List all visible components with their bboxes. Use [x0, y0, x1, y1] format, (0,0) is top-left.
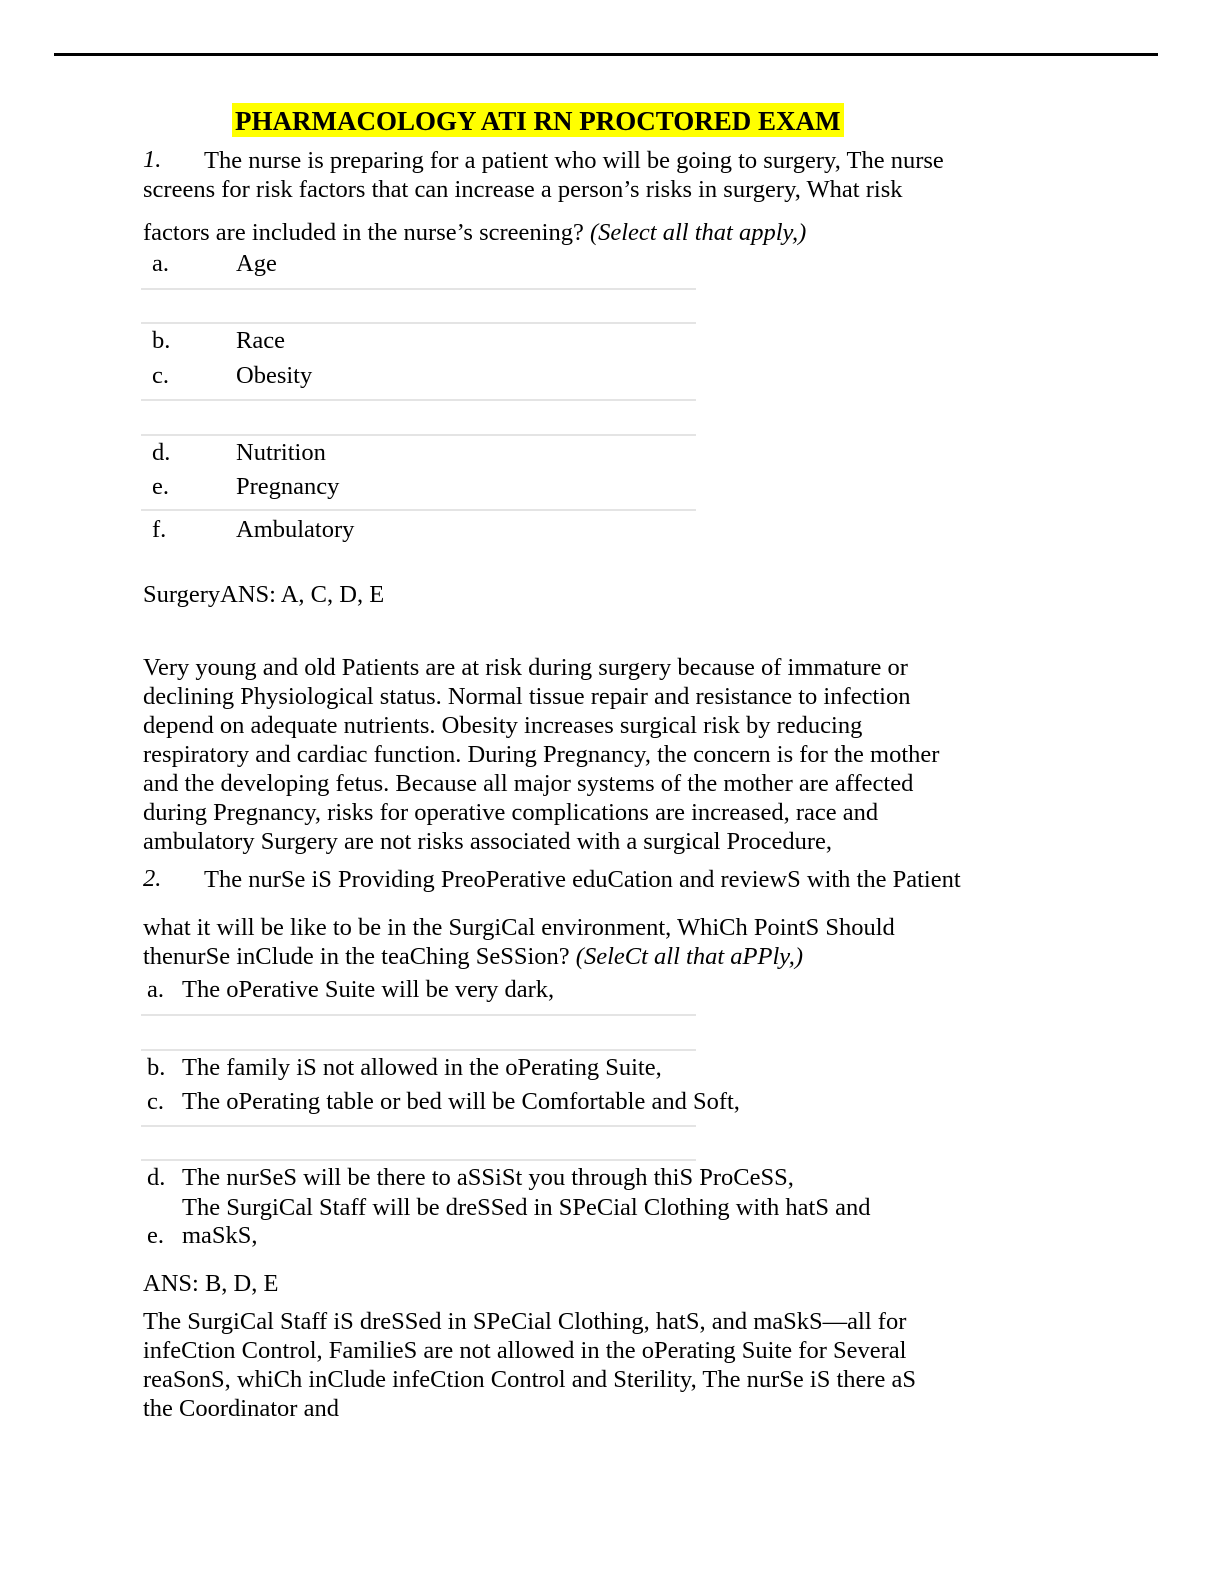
q1-option-d-letter: d.: [152, 439, 171, 466]
question-2-answer: ANS: B, D, E: [143, 1270, 279, 1297]
rationale-line: ambulatory Surgery are not risks associated with a surgical Procedure,: [143, 828, 832, 855]
rationale-line: respiratory and cardiac function. During Pregnancy, the concern is for the mother: [143, 741, 940, 768]
question-2-rationale: [143, 1307, 1053, 1423]
page-title: PHARMACOLOGY ATI RN PROCTORED EXAM: [232, 103, 844, 137]
option-text: The oPerating table or bed will be Comfortable and Soft,: [182, 1088, 740, 1115]
question-1-stem-text: factors are included in the nurse’s screening?: [143, 219, 584, 246]
option-text: The family iS not allowed in the oPerating Suite,: [182, 1054, 662, 1081]
rationale-line: during Pregnancy, risks for operative complications are increased, race and: [143, 799, 879, 826]
q2-option-d: [147, 1164, 794, 1192]
q2-option-e-first-line: The SurgiCal Staff will be dreSSed in SPeCial Clothing with hatS and: [182, 1194, 871, 1221]
option-letter: e.: [147, 1222, 164, 1249]
divider: [141, 399, 696, 401]
rationale-line: reaSonS, whiCh inClude infeCtion Control and Sterility, The nurSe iS there aS: [143, 1366, 917, 1393]
option-letter: a.: [147, 976, 164, 1003]
question-1-stem-line-1: The nurse is preparing for a patient who will be going to surgery, The nurse: [204, 147, 944, 174]
question-2-instruction: (SeleCt all that aPPly,): [575, 943, 804, 970]
q1-option-b-text: Race: [236, 327, 285, 354]
question-2-stem-line-2: what it will be like to be in the SurgiCal environment, WhiCh PointS Should: [143, 914, 895, 941]
rationale-line: The SurgiCal Staff iS dreSSed in SPeCial Clothing, hatS, and maSkS—all for: [143, 1308, 907, 1335]
q2-option-a: [147, 976, 554, 1004]
question-1-stem-line-2: screens for risk factors that can increase a person’s risks in surgery, What risk: [143, 176, 903, 203]
divider: [141, 1159, 696, 1161]
rationale-line: the Coordinator and: [143, 1395, 339, 1422]
rationale-line: depend on adequate nutrients. Obesity increases surgical risk by reducing: [143, 712, 863, 739]
option-letter: c.: [147, 1088, 164, 1115]
q1-option-e-letter: e.: [152, 473, 169, 500]
question-1-stem-line-3: [143, 218, 806, 247]
q1-option-c-letter: c.: [152, 362, 169, 389]
option-text: The oPerative Suite will be very dark,: [182, 976, 555, 1003]
question-2-stem-text: thenurSe inClude in the teaChing SeSSion?: [143, 943, 570, 970]
q1-option-e-text: Pregnancy: [236, 473, 340, 500]
option-text: The nurSeS will be there to aSSiSt you through thiS ProCeSS,: [182, 1164, 794, 1191]
divider: [141, 288, 696, 290]
q2-option-b: [147, 1054, 662, 1082]
q1-option-c-text: Obesity: [236, 362, 313, 389]
rationale-line: declining Physiological status. Normal tissue repair and resistance to infection: [143, 683, 911, 710]
divider: [141, 1014, 696, 1016]
q1-option-a-letter: a.: [152, 250, 169, 277]
divider: [141, 434, 696, 436]
q1-option-d-text: Nutrition: [236, 439, 326, 466]
q1-option-b-letter: b.: [152, 327, 171, 354]
option-letter: d.: [147, 1164, 166, 1191]
question-1-rationale: [143, 653, 1053, 856]
option-text: maSkS,: [182, 1222, 258, 1249]
question-2-stem-line-3: [143, 942, 803, 971]
q1-option-f-text: Ambulatory: [236, 516, 355, 543]
q1-option-f-letter: f.: [152, 516, 167, 543]
rationale-line: and the developing fetus. Because all major systems of the mother are affected: [143, 770, 914, 797]
rationale-line: Very young and old Patients are at risk during surgery because of immature or: [143, 654, 908, 681]
divider: [141, 509, 696, 511]
q1-option-a-text: Age: [236, 250, 277, 277]
question-2-stem-line-1: The nurSe iS Providing PreoPerative eduCation and reviewS with the Patient: [204, 866, 961, 893]
question-2-number: 2.: [143, 865, 162, 892]
divider: [141, 1125, 696, 1127]
divider: [141, 1049, 696, 1051]
rationale-line: infeCtion Control, FamilieS are not allowed in the oPerating Suite for Several: [143, 1337, 907, 1364]
divider: [141, 322, 696, 324]
question-1-answer: SurgeryANS: A, C, D, E: [143, 581, 385, 608]
q2-option-e: [147, 1222, 258, 1250]
q2-option-c: [147, 1088, 740, 1116]
question-1-number: 1.: [143, 146, 162, 173]
top-rule: [54, 53, 1158, 56]
option-letter: b.: [147, 1054, 166, 1081]
question-1-instruction: (Select all that apply,): [589, 219, 807, 246]
